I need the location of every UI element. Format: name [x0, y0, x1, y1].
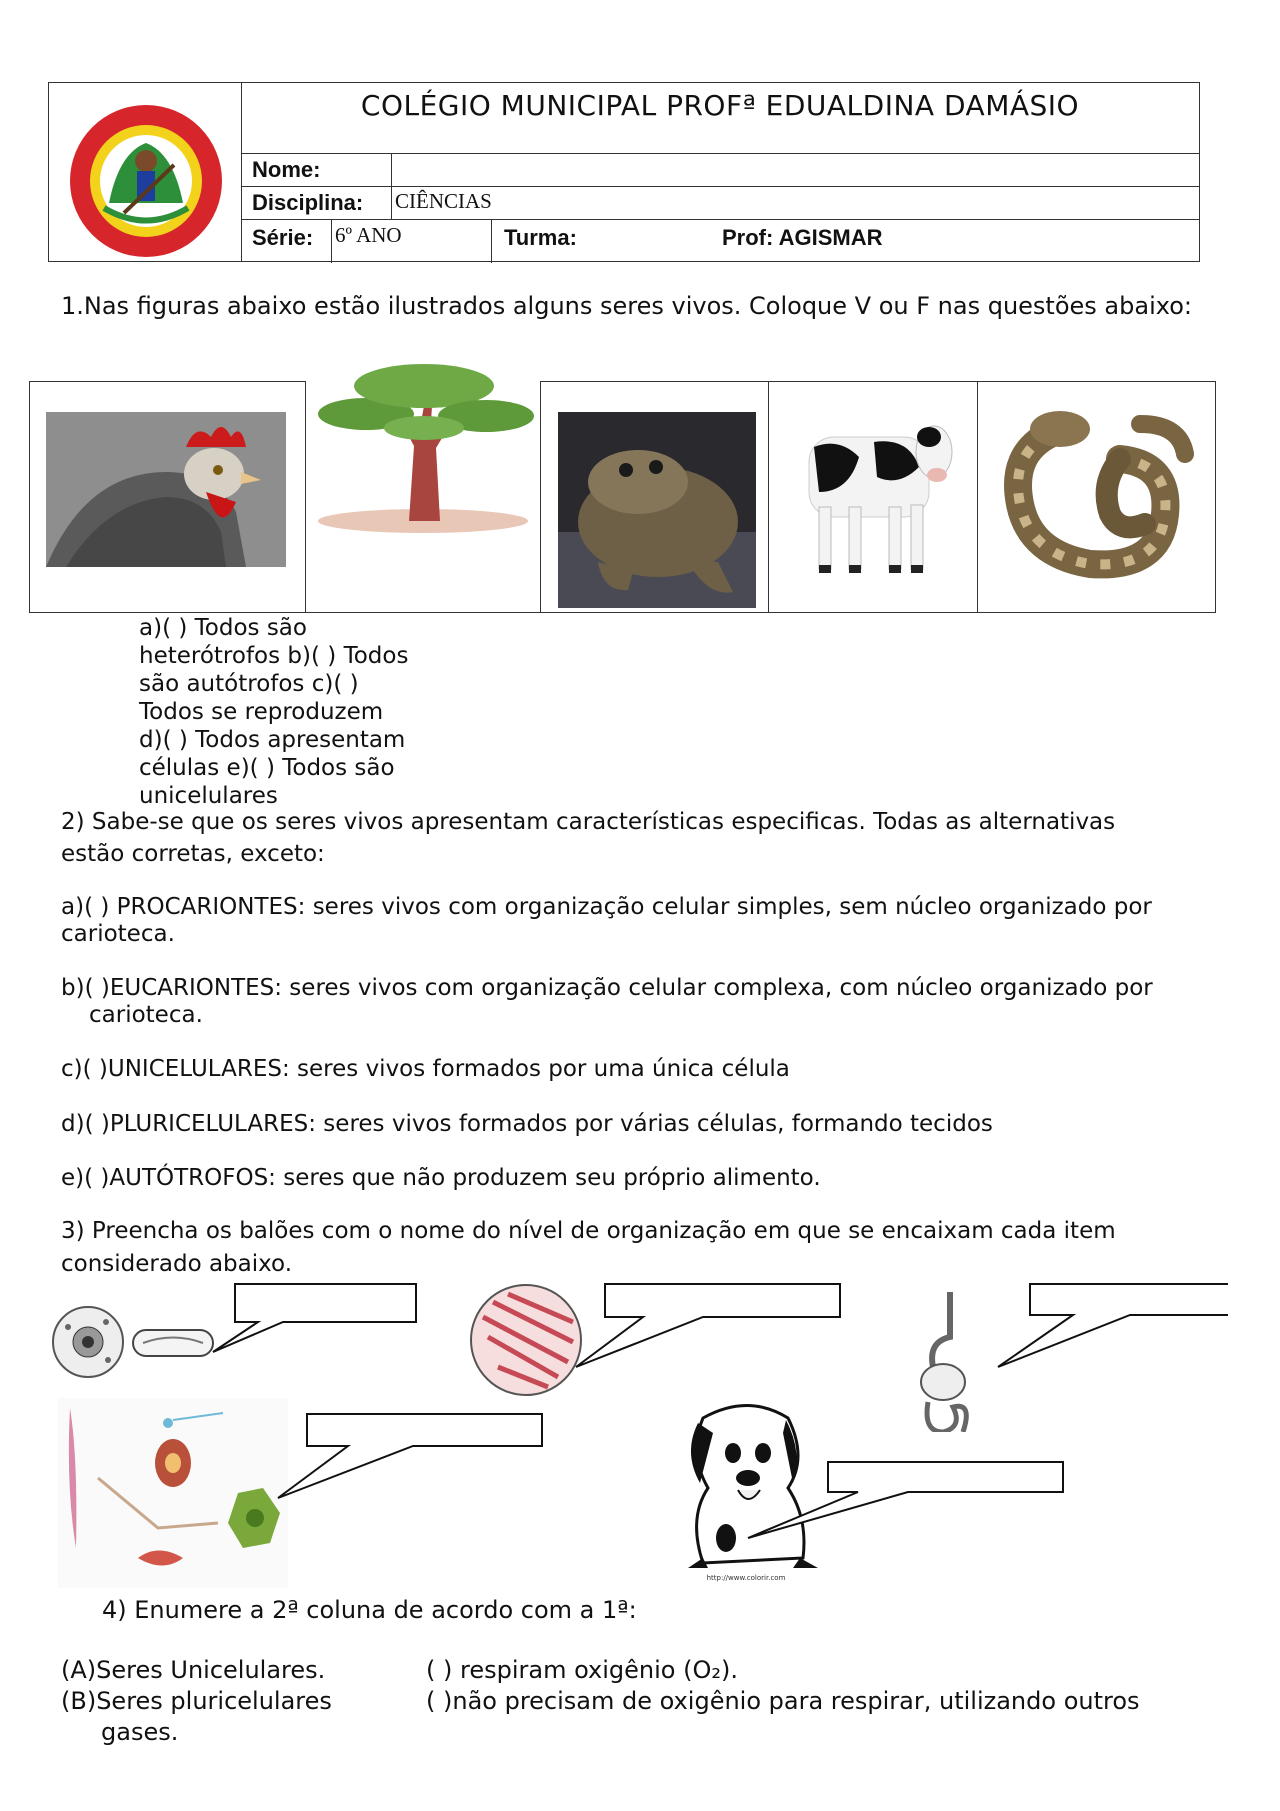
header-table — [48, 82, 1200, 262]
name-label: Nome: — [252, 157, 321, 182]
class-label: Turma: — [504, 225, 577, 250]
cow-cell — [768, 381, 977, 613]
discipline-value: CIÊNCIAS — [395, 189, 492, 213]
q1-image-strip — [29, 381, 1216, 613]
q1-option-line: células e)( ) Todos são — [139, 755, 395, 781]
cell-types-image — [58, 1398, 288, 1588]
q1-option-line: Todos se reproduzem — [139, 699, 384, 725]
snake-image — [990, 394, 1200, 584]
q2-option-d: d)( )PLURICELULARES: seres vivos formados por várias células, formando tecidos — [61, 1111, 993, 1137]
rooster-image — [46, 412, 286, 567]
snake-cell — [977, 381, 1216, 613]
q2-option-e: e)( )AUTÓTROFOS: seres que não produzem seu próprio alimento. — [61, 1165, 821, 1191]
rooster-cell — [29, 381, 305, 613]
q3-prompt-line1: 3) Preencha os balões com o nome do nível de organização em que se encaixam cada item — [61, 1218, 1116, 1244]
grade-label: Série: — [252, 225, 314, 250]
grade-value: 6º ANO — [335, 223, 402, 247]
q4-col2-item: ( ) respiram oxigênio (O₂). — [426, 1656, 738, 1684]
q4-col2-item-cont: gases. — [101, 1718, 179, 1746]
q2-prompt-line1: 2) Sabe-se que os seres vivos apresentam características especificas. Todas as alternativas — [61, 809, 1116, 835]
school-name: COLÉGIO MUNICIPAL PROFª EDUALDINA DAMÁSIO — [360, 89, 1080, 122]
discipline-label: Disciplina: — [252, 190, 364, 215]
q2-option-b-cont: carioteca. — [89, 1002, 203, 1028]
q1-option-line: d)( ) Todos apresentam — [139, 727, 406, 753]
balloon-3[interactable] — [998, 1284, 1228, 1367]
logo-cell — [49, 83, 242, 261]
teacher-label: Prof: AGISMAR — [722, 225, 883, 250]
balloon-2[interactable] — [576, 1284, 840, 1367]
q2-prompt-line2: estão corretas, exceto: — [61, 841, 325, 867]
dog-image — [688, 1406, 818, 1569]
q3-prompt-line2: considerado abaixo. — [61, 1251, 293, 1277]
toad-image — [558, 412, 756, 608]
tissue-image — [471, 1285, 581, 1395]
dog-caption: http://www.colorir.com — [706, 1574, 786, 1582]
toad-cell — [540, 381, 768, 613]
balloon-1[interactable] — [213, 1284, 416, 1352]
q2-option-a: a)( ) PROCARIONTES: seres vivos com organização celular simples, sem núcleo organizado por — [61, 894, 1152, 920]
q1-option-line: unicelulares — [139, 783, 278, 809]
school-logo — [49, 83, 241, 261]
q2-option-b: b)( )EUCARIONTES: seres vivos com organização celular complexa, com núcleo organizado por — [61, 975, 1153, 1001]
q2-option-a-cont: carioteca. — [61, 921, 175, 947]
q2-option-c: c)( )UNICELULARES: seres vivos formados por uma única célula — [61, 1056, 790, 1082]
class-field[interactable] — [609, 225, 709, 253]
cow-image — [789, 397, 959, 587]
q4-prompt: 4) Enumere a 2ª coluna de acordo com a 1ª: — [102, 1596, 637, 1624]
q4-col1-b: (B)Seres pluricelulares — [61, 1687, 332, 1715]
cells-image — [53, 1307, 213, 1377]
tree-image — [306, 356, 541, 546]
q1-options — [139, 614, 408, 810]
q1-option-line: heterótrofos b)( ) Todos — [139, 643, 409, 669]
q1-option-line: a)( ) Todos são — [139, 615, 307, 641]
tree-cell — [305, 381, 540, 613]
balloon-4[interactable] — [278, 1414, 542, 1498]
q4-col1-a: (A)Seres Unicelulares. — [61, 1656, 326, 1684]
q4-col2-item: ( )não precisam de oxigênio para respirar, utilizando outros — [426, 1687, 1140, 1715]
name-field[interactable] — [399, 157, 1179, 185]
q1-option-line: são autótrofos c)( ) — [139, 671, 359, 697]
q3-row2 — [48, 1398, 1228, 1598]
q1-prompt: 1.Nas figuras abaixo estão ilustrados alguns seres vivos. Coloque V ou F nas questões abaixo: — [61, 292, 1192, 320]
